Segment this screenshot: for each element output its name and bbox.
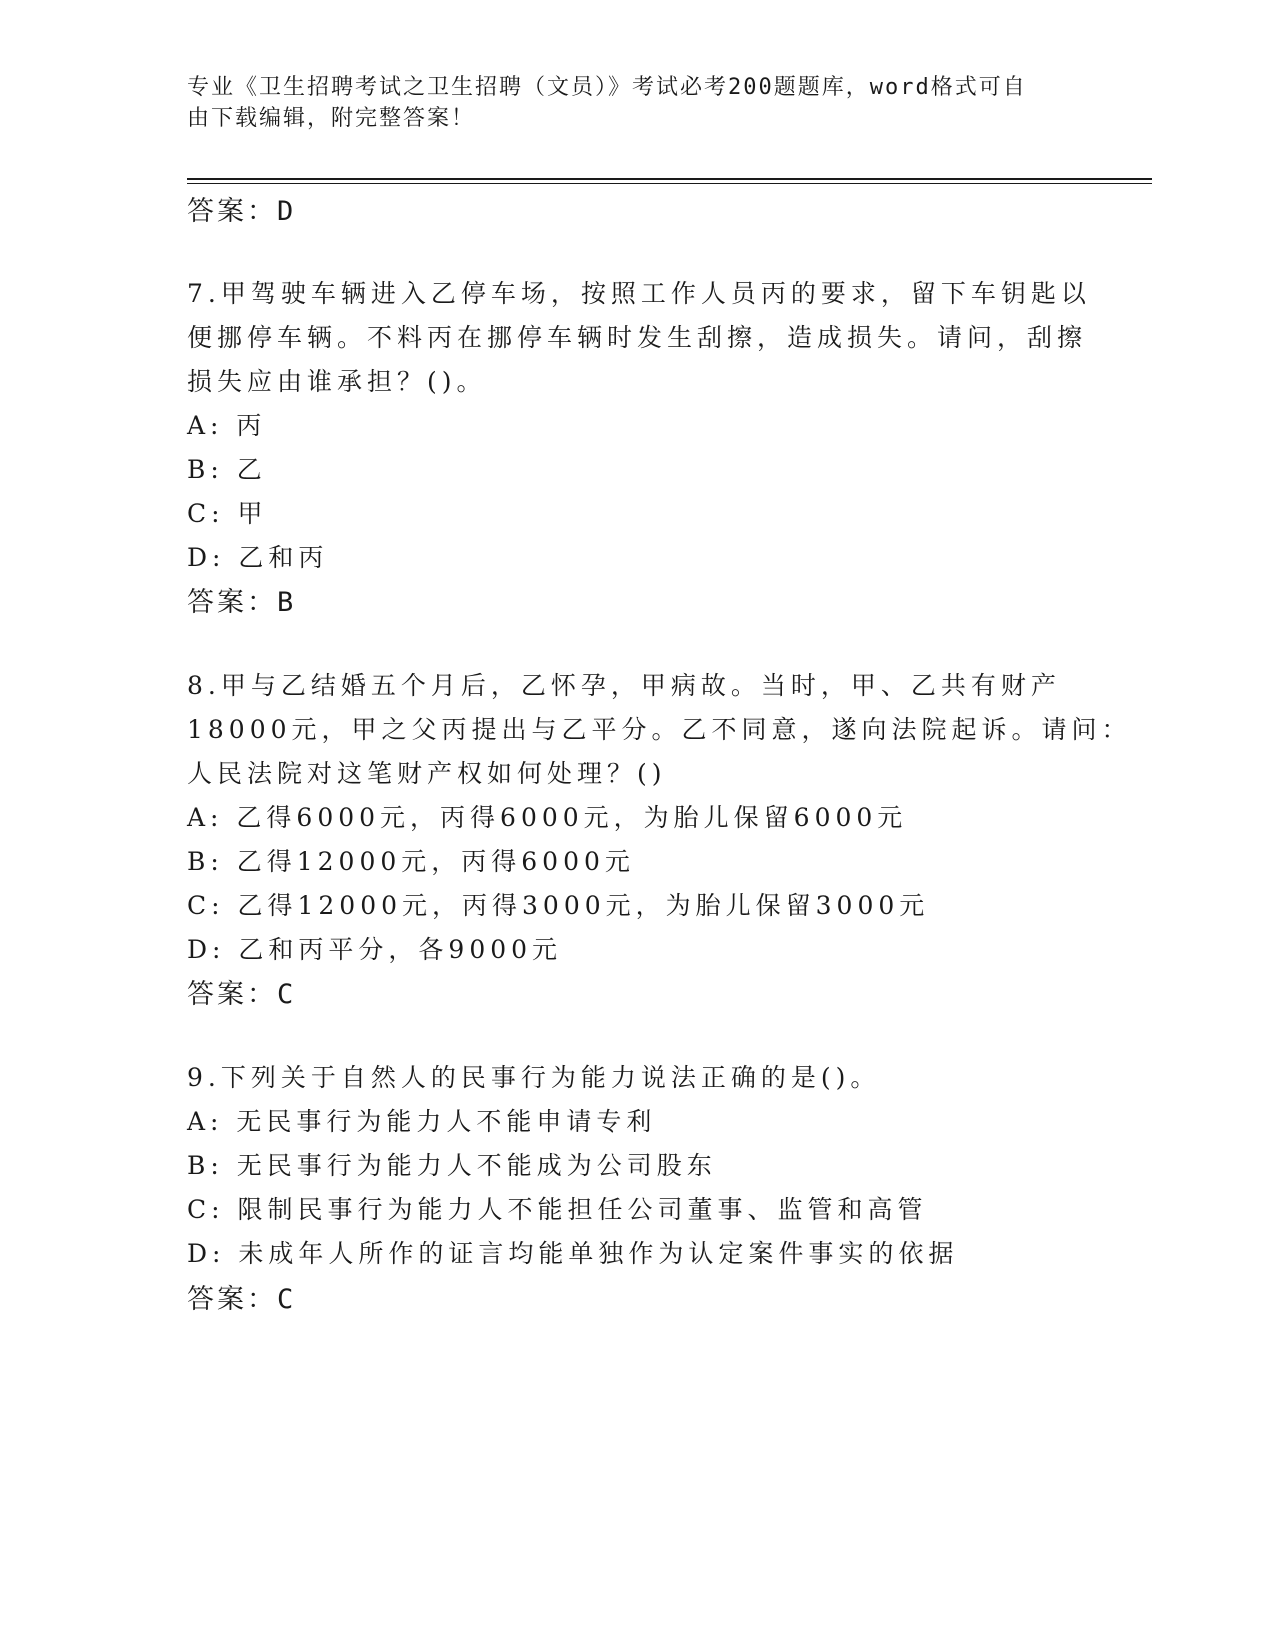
question-8-stem-line-2: 18000元，甲之父丙提出与乙平分。乙不同意，遂向法院起诉。请问： [187, 715, 1132, 744]
question-9-option-d: D: 未成年人所作的证言均能单独作为认定案件事实的依据 [187, 1239, 959, 1268]
question-8-stem-line-3: 人民法院对这笔财产权如何处理？() [187, 759, 667, 788]
header-rule-thick [187, 178, 1152, 180]
question-9-option-a: A: 无民事行为能力人不能申请专利 [187, 1107, 657, 1136]
header-line-2: 由下载编辑，附完整答案！ [187, 106, 476, 131]
question-8-answer: 答案：C [187, 979, 297, 1010]
question-7-option-c: C: 甲 [187, 499, 268, 528]
question-7-option-a: A: 丙 [187, 411, 267, 440]
question-8-option-c: C: 乙得12000元，丙得3000元，为胎儿保留3000元 [187, 891, 930, 920]
question-9-option-c: C: 限制民事行为能力人不能担任公司董事、监管和高管 [187, 1195, 928, 1224]
question-7-stem-line-2: 便挪停车辆。不料丙在挪停车辆时发生刮擦，造成损失。请问，刮擦 [187, 323, 1088, 352]
question-7-option-d: D: 乙和丙 [187, 543, 329, 572]
question-9-stem-line-1: 9.下列关于自然人的民事行为能力说法正确的是()。 [187, 1063, 881, 1092]
question-7-stem-line-3: 损失应由谁承担？()。 [187, 367, 487, 396]
question-8-option-d: D: 乙和丙平分，各9000元 [187, 935, 563, 964]
previous-answer: 答案：D [187, 196, 297, 227]
question-8-option-b: B: 乙得12000元，丙得6000元 [187, 847, 635, 876]
question-7-answer: 答案：B [187, 587, 297, 618]
question-9-option-b: B: 无民事行为能力人不能成为公司股东 [187, 1151, 717, 1180]
question-8-option-a: A: 乙得6000元，丙得6000元，为胎儿保留6000元 [187, 803, 908, 832]
question-8-stem-line-1: 8.甲与乙结婚五个月后，乙怀孕，甲病故。当时，甲、乙共有财产 [187, 671, 1061, 700]
question-9-answer: 答案：C [187, 1284, 297, 1315]
header-line-1: 专业《卫生招聘考试之卫生招聘（文员）》考试必考200题题库，word格式可自 [187, 75, 1027, 100]
document-header [187, 72, 1067, 134]
question-7-stem-line-1: 7.甲驾驶车辆进入乙停车场，按照工作人员丙的要求，留下车钥匙以 [187, 279, 1091, 308]
header-rule-thin [187, 183, 1152, 184]
question-7-option-b: B: 乙 [187, 455, 267, 484]
